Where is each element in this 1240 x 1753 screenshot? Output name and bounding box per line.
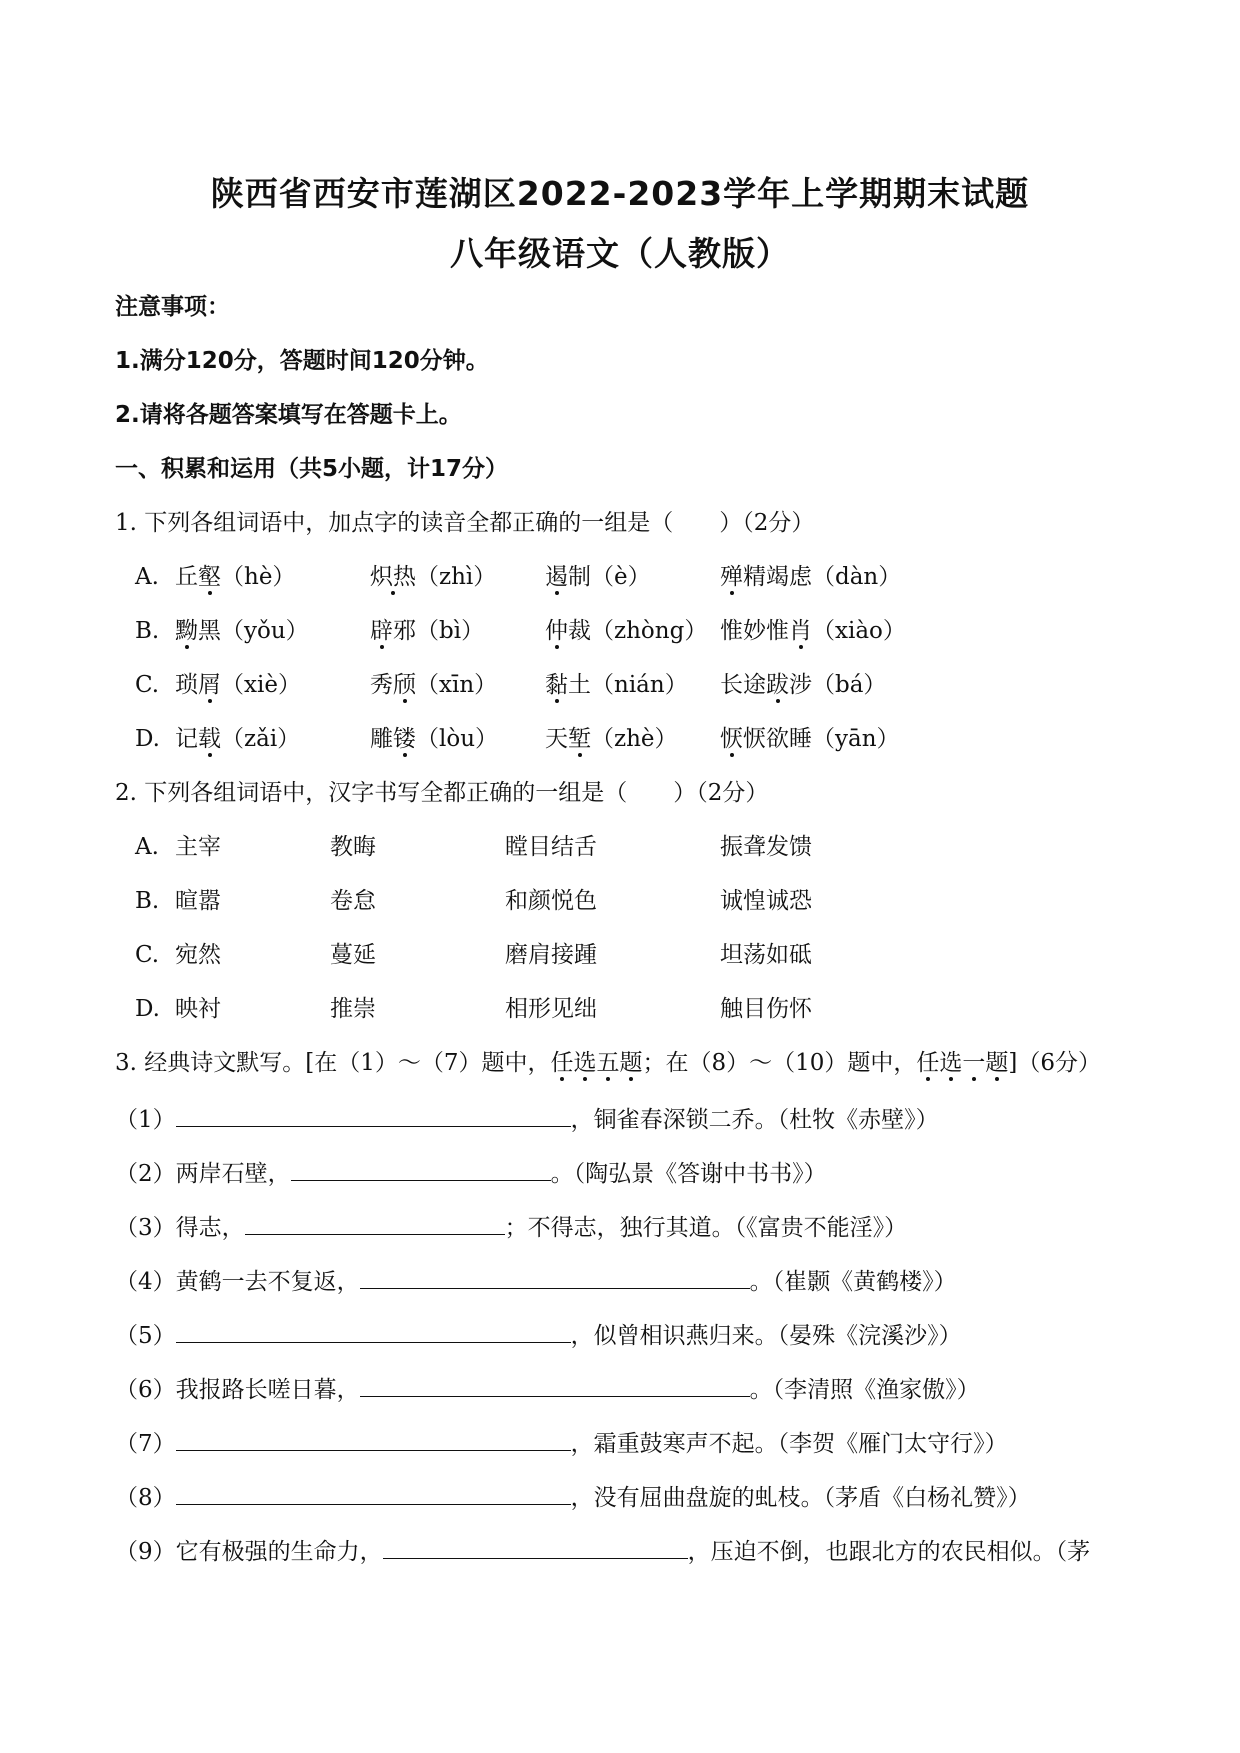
q1-option-row: [0, 724, 1240, 754]
dotted-char: 镂: [393, 726, 416, 752]
q3-item-prefix: （8）: [115, 1485, 176, 1511]
q3-item-suffix: ；不得志，独行其道。（《富贵不能淫》）: [504, 1215, 908, 1241]
notes-heading: 注意事项：: [115, 294, 230, 320]
q2-option-word: 卷怠: [330, 888, 376, 914]
word-part: 炽: [370, 564, 393, 590]
q2-option-label: D.: [135, 996, 160, 1022]
word-part: （xiè）: [221, 672, 301, 698]
q1-option-word: [720, 562, 901, 592]
q3-item-prefix: （9）它有极强的生命力，: [115, 1539, 383, 1565]
q2-option-word: 蔓延: [330, 942, 376, 968]
word-part: 长途: [720, 672, 766, 698]
q3-item-prefix: （1）: [115, 1107, 176, 1133]
q3-item-suffix: ，压迫不倒，也跟北方的农民相似。（茅: [687, 1539, 1091, 1565]
q1-option-word: [175, 562, 295, 592]
q3-item-prefix: （3）得志，: [115, 1215, 245, 1241]
q3-item-suffix: ，霜重鼓寒声不起。（李贺《雁门太守行》）: [570, 1431, 1008, 1457]
dotted-char: 一: [962, 1050, 986, 1076]
q2-option-label: C.: [135, 942, 160, 968]
word-part: 秀: [370, 672, 393, 698]
dotted-char: 任: [550, 1050, 574, 1076]
dotted-char: 遏: [545, 564, 568, 590]
answer-blank[interactable]: [360, 1372, 750, 1397]
dotted-char: 题: [619, 1050, 643, 1076]
q1-option-row: [0, 670, 1240, 700]
word-part: （zǎi）: [221, 726, 301, 752]
q2-option-row: [0, 886, 1240, 916]
dotted-char: 黏: [545, 672, 568, 698]
dotted-char: 选: [573, 1050, 597, 1076]
q2-option-word: 暄嚣: [175, 888, 221, 914]
q3-item-prefix: （5）: [115, 1323, 176, 1349]
dotted-char: 选: [939, 1050, 963, 1076]
exam-subtitle: 八年级语文（人教版）: [450, 234, 790, 273]
dotted-char: 堑: [568, 726, 591, 752]
q3-item-suffix: 。（陶弘景《答谢中书书》）: [550, 1161, 827, 1187]
q3-item-suffix: 。（李清照《渔家傲》）: [749, 1377, 980, 1403]
word-part: （lòu）: [416, 726, 499, 752]
word-part: 琐: [175, 672, 198, 698]
answer-blank[interactable]: [360, 1264, 750, 1289]
word-part: 天: [545, 726, 568, 752]
q1-option-label: A.: [135, 564, 159, 590]
q3-item: [0, 1534, 1240, 1564]
q2-option-word: 磨肩接踵: [505, 942, 597, 968]
word-part: 土（nián）: [568, 672, 688, 698]
dotted-char: 五: [596, 1050, 620, 1076]
dotted-char: 跋: [766, 672, 789, 698]
q2-option-row: [0, 940, 1240, 970]
q1-option-word: [545, 616, 707, 646]
q1-option-word: [545, 670, 688, 700]
word-part: 雕: [370, 726, 393, 752]
q1-stem: 1. 下列各组词语中，加点字的读音全都正确的一组是（ ）（2分）: [115, 510, 815, 536]
answer-blank[interactable]: [176, 1102, 571, 1127]
word-part: 恹欲睡（yān）: [743, 726, 900, 752]
q3-item-prefix: （6）我报路长嗟日暮，: [115, 1377, 360, 1403]
dotted-char: 任: [916, 1050, 940, 1076]
q1-option-word: [370, 616, 484, 646]
q3-item: [0, 1210, 1240, 1240]
q3-item: [0, 1102, 1240, 1132]
word-part: 记: [175, 726, 198, 752]
q1-option-label: C.: [135, 672, 160, 698]
dotted-char: 恹: [720, 726, 743, 752]
dotted-char: 壑: [198, 564, 221, 590]
q3-item-prefix: （7）: [115, 1431, 176, 1457]
word-part: 涉（bá）: [789, 672, 887, 698]
word-part: （xīn）: [416, 672, 498, 698]
dotted-char: 肖: [789, 618, 812, 644]
q1-option-word: [720, 724, 900, 754]
q1-option-label: D.: [135, 726, 160, 752]
q1-option-word: [370, 670, 497, 700]
q1-option-label: B.: [135, 618, 160, 644]
q1-option-word: [545, 724, 678, 754]
q2-option-word: 推崇: [330, 996, 376, 1022]
q1-option-word: [175, 670, 301, 700]
q3-item-suffix: ，似曾相识燕归来。（晏殊《浣溪沙》）: [570, 1323, 962, 1349]
word-part: （zhè）: [591, 726, 678, 752]
word-part: 惟妙惟: [720, 618, 789, 644]
word-part: 热（zhì）: [393, 564, 497, 590]
q3-item-suffix: ，没有屈曲盘旋的虬枝。（茅盾《白杨礼赞》）: [570, 1485, 1031, 1511]
dotted-char: 黝: [175, 618, 198, 644]
q2-option-word: 和颜悦色: [505, 888, 597, 914]
q3-item-prefix: （2）两岸石壁，: [115, 1161, 291, 1187]
dotted-char: 颀: [393, 672, 416, 698]
q1-option-word: [370, 562, 496, 592]
q2-stem: 2. 下列各组词语中，汉字书写全都正确的一组是（ ）（2分）: [115, 780, 769, 806]
dotted-char: 辟: [370, 618, 393, 644]
dotted-char: 载: [198, 726, 221, 752]
answer-blank[interactable]: [291, 1156, 551, 1181]
q3-item-suffix: ，铜雀春深锁二乔。（杜牧《赤壁》）: [570, 1107, 939, 1133]
word-part: 黑（yǒu）: [198, 618, 309, 644]
q1-option-row: [0, 616, 1240, 646]
dotted-char: 屑: [198, 672, 221, 698]
dotted-char: 仲: [545, 618, 568, 644]
q2-option-word: 主宰: [175, 834, 221, 860]
q3-choose-one: [916, 1050, 1008, 1076]
q3-item-prefix: （4）黄鹤一去不复返，: [115, 1269, 360, 1295]
q2-option-word: 坦荡如砥: [720, 942, 812, 968]
q3-stem-a: 3. 经典诗文默写。[在（1）～（7）题中，: [115, 1050, 551, 1076]
answer-blank[interactable]: [176, 1480, 571, 1505]
q2-option-word: 映衬: [175, 996, 221, 1022]
q3-item: [0, 1426, 1240, 1456]
word-part: 裁（zhòng）: [568, 618, 708, 644]
note-item-1: 1.满分120分，答题时间120分钟。: [115, 348, 489, 374]
q1-option-word: [545, 562, 651, 592]
q3-item: [0, 1264, 1240, 1294]
word-part: （hè）: [221, 564, 296, 590]
exam-title: 陕西省西安市莲湖区2022-2023学年上学期期末试题: [210, 174, 1030, 213]
word-part: 丘: [175, 564, 198, 590]
q3-stem-e: ]（6分）: [1008, 1050, 1102, 1076]
q3-item: [0, 1156, 1240, 1186]
q1-option-word: [175, 724, 300, 754]
word-part: 精竭虑（dàn）: [743, 564, 902, 590]
q3-item: [0, 1480, 1240, 1510]
q1-option-word: [175, 616, 309, 646]
answer-blank[interactable]: [245, 1210, 505, 1235]
section-heading: 一、积累和运用（共5小题，计17分）: [115, 456, 509, 482]
q3-item-suffix: 。（崔颢《黄鹤楼》）: [749, 1269, 957, 1295]
answer-blank[interactable]: [176, 1426, 571, 1451]
q2-option-word: 诚惶诚恐: [720, 888, 812, 914]
q1-option-row: [0, 562, 1240, 592]
q2-option-word: 宛然: [175, 942, 221, 968]
q2-option-row: [0, 832, 1240, 862]
q3-item: [0, 1318, 1240, 1348]
note-item-2: 2.请将各题答案填写在答题卡上。: [115, 402, 462, 428]
word-part: 邪（bì）: [393, 618, 485, 644]
q1-option-word: [720, 670, 886, 700]
dotted-char: 题: [985, 1050, 1009, 1076]
word-part: 制（è）: [568, 564, 651, 590]
q1-option-word: [370, 724, 498, 754]
q2-option-word: 瞠目结舌: [505, 834, 597, 860]
q2-option-word: 触目伤怀: [720, 996, 812, 1022]
q3-choose-five: [551, 1050, 643, 1076]
q1-option-word: [720, 616, 906, 646]
q2-option-word: 相形见绌: [505, 996, 597, 1022]
q3-stem-c: ；在（8）～（10）题中，: [642, 1050, 917, 1076]
answer-blank[interactable]: [383, 1534, 688, 1559]
q2-option-label: A.: [135, 834, 159, 860]
dotted-char: 殚: [720, 564, 743, 590]
word-part: （xiào）: [812, 618, 906, 644]
q2-option-label: B.: [135, 888, 160, 914]
q2-option-word: 振聋发馈: [720, 834, 812, 860]
answer-blank[interactable]: [176, 1318, 571, 1343]
q2-option-word: 教晦: [330, 834, 376, 860]
q3-item: [0, 1372, 1240, 1402]
q2-option-row: [0, 994, 1240, 1024]
q3-stem: [115, 1048, 1101, 1078]
